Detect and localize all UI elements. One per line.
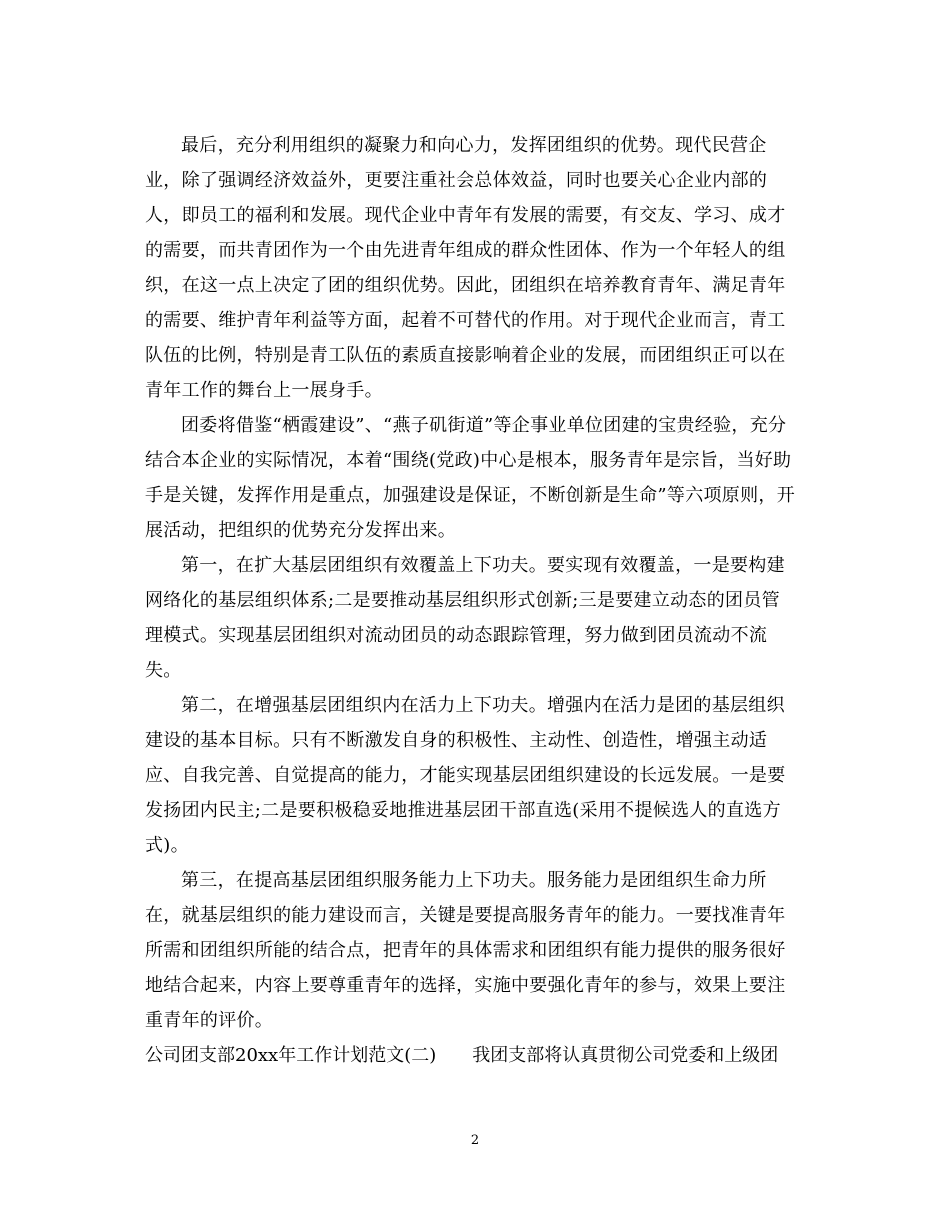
text-line: 织，在这一点上决定了团的组织优势。因此，团组织在培养教育青年、满足青年 <box>145 275 786 296</box>
text-line: 青年工作的舞台上一展身手。 <box>145 380 383 401</box>
paragraph <box>145 128 810 408</box>
text-line: 展活动，把组织的优势充分发挥出来。 <box>145 520 457 541</box>
continuation-text: 我团支部将认真贯彻公司党委和上级团 <box>472 1045 779 1066</box>
text-line: 最后，充分利用组织的凝聚力和向心力，发挥团组织的优势。现代民营企 <box>181 135 767 156</box>
text-line: 业，除了强调经济效益外，更要注重社会总体效益，同时也要关心企业内部的 <box>145 170 768 191</box>
closing-line <box>145 1038 810 1073</box>
text-line: 失。 <box>145 660 182 681</box>
text-line: 手是关键，发挥作用是重点，加强建设是保证，不断创新是生命”等六项原则，开 <box>145 485 795 506</box>
paragraph <box>145 408 810 548</box>
text-line: 的需要，而共青团作为一个由先进青年组成的群众性团体、作为一个年轻人的组 <box>145 240 786 261</box>
paragraph <box>145 548 810 688</box>
text-line: 第一，在扩大基层团组织有效覆盖上下功夫。要实现有效覆盖，一是要构建 <box>181 555 785 576</box>
text-line: 发扬团内民主;二是要积极稳妥地推进基层团干部直选(采用不提候选人的直选方 <box>145 800 781 821</box>
text-line: 式)。 <box>145 835 189 856</box>
paragraph <box>145 688 810 863</box>
text-line: 第三，在提高基层团组织服务能力上下功夫。服务能力是团组织生命力所 <box>181 870 767 891</box>
text-line: 第二，在增强基层团组织内在活力上下功夫。增强内在活力是团的基层组织 <box>181 695 785 716</box>
text-line: 地结合起来，内容上要尊重青年的选择，实施中要强化青年的参与，效果上要注 <box>145 975 786 996</box>
text-line: 理模式。实现基层团组织对流动团员的动态跟踪管理，努力做到团员流动不流 <box>145 625 768 646</box>
text-line: 的需要、维护青年利益等方面，起着不可替代的作用。对于现代企业而言，青工 <box>145 310 786 331</box>
paragraph <box>145 863 810 1038</box>
text-line: 人，即员工的福利和发展。现代企业中青年有发展的需要，有交友、学习、成才 <box>145 205 786 226</box>
text-line: 在，就基层组织的能力建设而言，关键是要提高服务青年的能力。一要找准青年 <box>145 905 786 926</box>
document-body <box>145 128 810 1073</box>
page-number: 2 <box>470 1133 480 1148</box>
text-line: 网络化的基层组织体系;二是要推动基层组织形式创新;三是要建立动态的团员管 <box>145 590 780 611</box>
text-line: 重青年的评价。 <box>145 1010 274 1031</box>
text-line: 团委将借鉴“栖霞建设”、“燕子矶街道”等企事业单位团建的宝贵经验，充分 <box>181 415 787 436</box>
text-line: 结合本企业的实际情况，本着“围绕(党政)中心是根本，服务青年是宗旨，当好助 <box>145 450 792 471</box>
text-line: 应、自我完善、自觉提高的能力，才能实现基层团组织建设的长远发展。一是要 <box>145 765 786 786</box>
section-heading: 公司团支部20xx年工作计划范文(二) <box>145 1045 437 1066</box>
text-line: 建设的基本目标。只有不断激发自身的积极性、主动性、创造性，增强主动适 <box>145 730 768 751</box>
text-line: 队伍的比例，特别是青工队伍的素质直接影响着企业的发展，而团组织正可以在 <box>145 345 786 366</box>
text-line: 所需和团组织所能的结合点，把青年的具体需求和团组织有能力提供的服务很好 <box>145 940 786 961</box>
